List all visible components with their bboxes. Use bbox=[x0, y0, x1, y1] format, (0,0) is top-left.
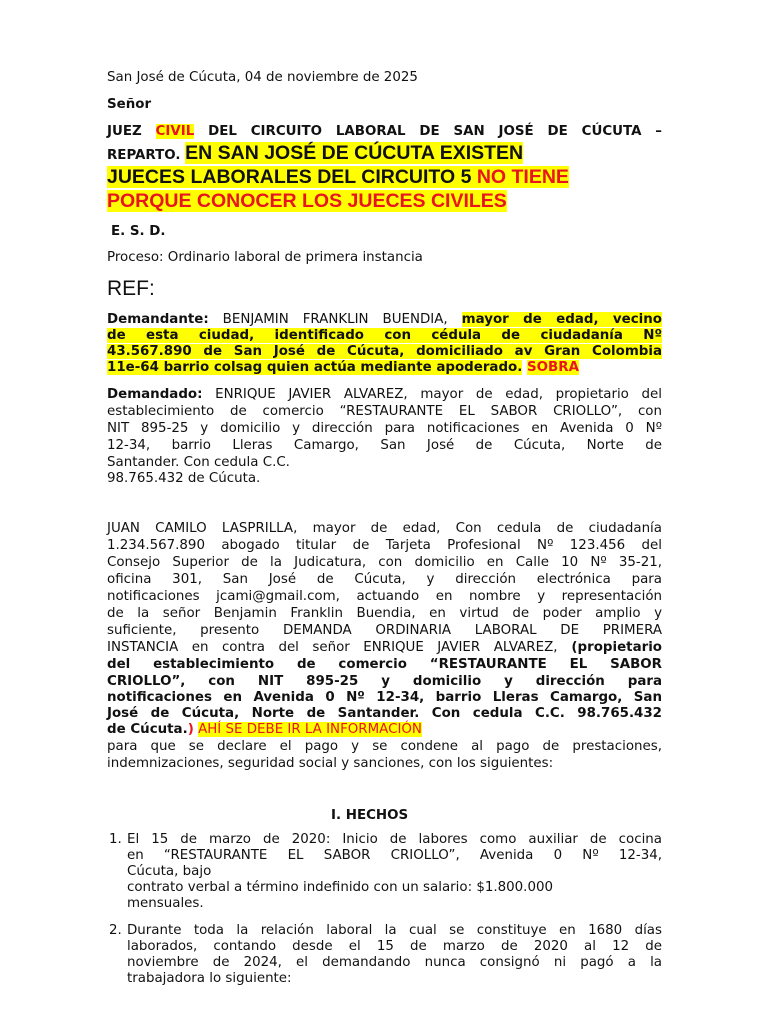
comment-red-2: PORQUE CONOCER LOS JUECES CIVILES bbox=[107, 190, 507, 212]
apoderado-line-12: José de Cúcuta, Norte de Santander. Con cedula C.C. 98.765.432 bbox=[107, 706, 662, 721]
apoderado-line-14: para que se declare el pago y se condene al pago de prestaciones, bbox=[107, 739, 662, 754]
apoderado-line-9: del establecimiento de comercio “RESTAURANTE EL SABOR bbox=[107, 657, 662, 672]
list-item: 2. Durante toda la relación laboral la cual se constituye en 1680 días laborados, contando desde el 15 de marzo de 2020 al 12 de noviembre de 2024, el demandando nunca consignó ni pagó a la trabajadora lo siguiente: bbox=[109, 923, 662, 986]
date-line: San José de Cúcuta, 04 de noviembre de 2025 bbox=[107, 70, 418, 85]
apoderado-line-1: JUAN CAMILO LASPRILLA, mayor de edad, Con cedula de ciudadanía bbox=[107, 521, 662, 536]
civil-highlight: CIVIL bbox=[155, 124, 195, 139]
demandante-line-3: 43.567.890 de San José de Cúcuta, domiciliado av Gran Colombia bbox=[107, 344, 662, 359]
sobra-comment: SOBRA bbox=[527, 360, 579, 375]
comment-red-1: NO TIENE bbox=[471, 166, 569, 188]
demandado-line-5: Santander. Con cedula C.C. bbox=[107, 455, 290, 470]
ref-heading: REF: bbox=[107, 277, 155, 300]
esd-line: E. S. D. bbox=[111, 224, 166, 239]
demandado-line-1: Demandado: ENRIQUE JAVIER ALVAREZ, mayor de edad, propietario del bbox=[107, 387, 662, 402]
apoderado-line-15: indemnizaciones, seguridad social y sanciones, con los siguientes: bbox=[107, 756, 554, 771]
demandante-line-4: 11e-64 barrio colsag quien actúa mediante apoderado. SOBRA bbox=[107, 360, 579, 375]
list-item: 1. El 15 de marzo de 2020: Inicio de labores como auxiliar de cocina en “RESTAURANTE EL SABOR CRIOLLO”, Avenida 0 Nº 12-34, Cúcuta, bajo contrato verbal a término indefinido con un salario: $1.800.000 mensuales. bbox=[109, 832, 662, 911]
apoderado-line-8: INSTANCIA en contra del señor ENRIQUE JAVIER ALVAREZ, (propietario bbox=[107, 640, 662, 655]
apoderado-line-4: oficina 301, San José de Cúcuta, y dirección electrónica para bbox=[107, 572, 662, 587]
apoderado-line-5: notificaciones jcami@gmail.com, actuando en nombre y representación bbox=[107, 589, 662, 604]
demandado-line-3: NIT 895-25 y domicilio y dirección para notificaciones en Avenida 0 Nº bbox=[107, 421, 662, 436]
proceso-line: Proceso: Ordinario laboral de primera instancia bbox=[107, 250, 423, 265]
comment-yellow-2: JUECES LABORALES DEL CIRCUITO 5 bbox=[107, 166, 472, 188]
info-comment: AHÍ SE DEBE IR LA INFORMACIÓN bbox=[198, 722, 422, 737]
apoderado-line-11: notificaciones en Avenida 0 Nº 12-34, barrio Lleras Camargo, San bbox=[107, 690, 662, 705]
apoderado-line-6: de la señor Benjamin Franklin Buendia, en virtud de poder amplio y bbox=[107, 606, 662, 621]
apoderado-line-3: Consejo Superior de la Judicatura, con domicilio en Calle 10 Nº 35-21, bbox=[107, 555, 662, 570]
apoderado-line-10: CRIOLLO”, con NIT 895-25 y domicilio y dirección para bbox=[107, 674, 662, 689]
addressee-line-4 bbox=[107, 189, 667, 214]
apoderado-line-2: 1.234.567.890 abogado titular de Tarjeta Profesional Nº 123.456 del bbox=[107, 538, 662, 553]
addressee-line-3 bbox=[107, 165, 667, 190]
demandado-line-2: establecimiento de comercio “RESTAURANTE EL SABOR CRIOLLO”, con bbox=[107, 404, 662, 419]
comment-yellow-1: EN SAN JOSÉ DE CÚCUTA EXISTEN bbox=[185, 142, 524, 164]
salutation: Señor bbox=[107, 97, 152, 112]
demandante-line-1: Demandante: BENJAMIN FRANKLIN BUENDIA, mayor de edad, vecino bbox=[107, 312, 662, 327]
addressee-line-2: REPARTO. EN SAN JOSÉ DE CÚCUTA EXISTEN bbox=[107, 142, 524, 164]
demandado-line-4: 12-34, barrio Lleras Camargo, San José de Cúcuta, Norte de bbox=[107, 438, 662, 453]
addressee-line-1: JUEZ CIVIL DEL CIRCUITO LABORAL DE SAN JOSÉ DE CÚCUTA – bbox=[107, 124, 662, 139]
apoderado-line-7: suficiente, presento DEMANDA ORDINARIA LABORAL DE PRIMERA bbox=[107, 623, 662, 638]
demandado-line-6: 98.765.432 de Cúcuta. bbox=[107, 471, 261, 486]
hechos-heading: I. HECHOS bbox=[331, 808, 409, 823]
apoderado-line-13: de Cúcuta.) AHÍ SE DEBE IR LA INFORMACIÓN bbox=[107, 722, 422, 737]
demandante-line-2: de esta ciudad, identificado con cédula de ciudadanía Nº bbox=[107, 328, 662, 343]
